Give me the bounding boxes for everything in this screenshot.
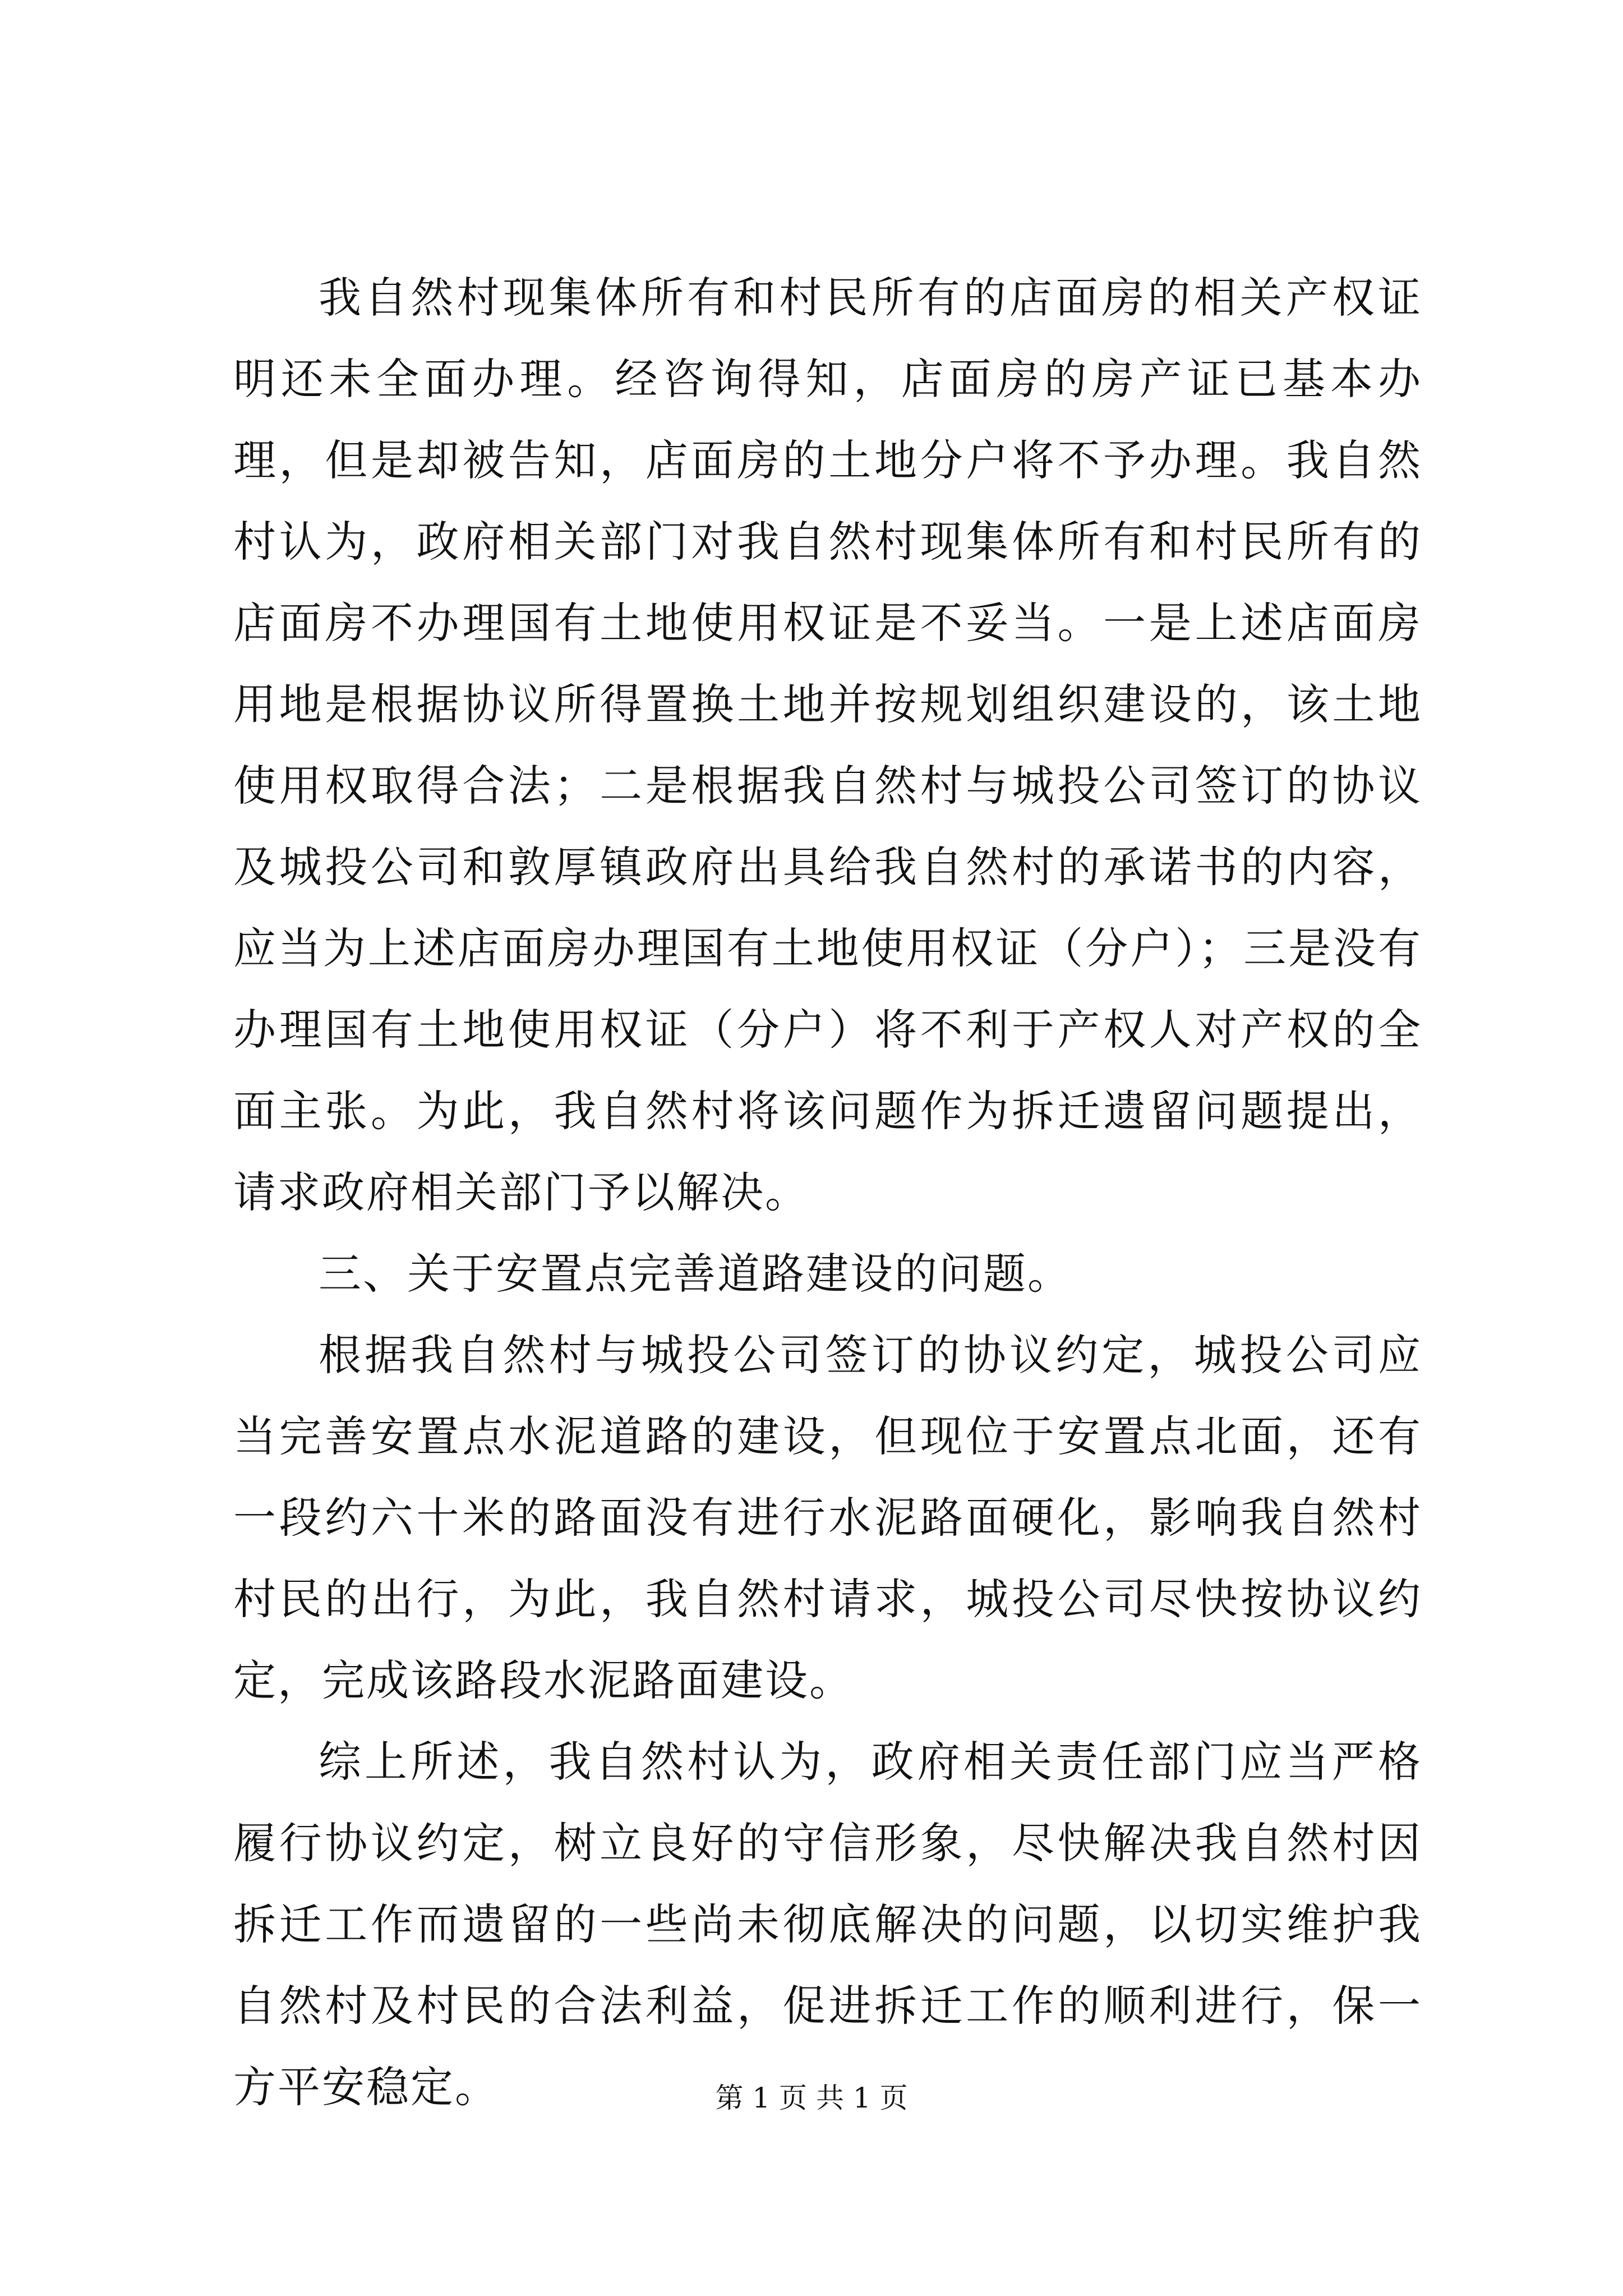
paragraph-property-rights: 我自然村现集体所有和村民所有的店面房的相关产权证明还未全面办理。经咨询得知，店面房的房产证已基本办理，但是却被告知，店面房的土地分户将不予办理。我自然村认为，政府相关部门对我自然村现集体所有和村民所有的店面房不办理国有土地使用权证是不妥当。一是上述店面房用地是根据协议所得置换土地并按规划组织建设的，该土地使用权取得合法；二是根据我自然村与城投公司签订的协议及城投公司和敦厚镇政府出具给我自然村的承诺书的内容，应当为上述店面房办理国有土地使用权证（分户）；三是没有办理国有土地使用权证（分户）将不利于产权人对产权的全面主张。为此，我自然村将该问题作为拆迁遗留问题提出，请求政府相关部门予以解决。 bbox=[233, 273, 1422, 1217]
document-body bbox=[233, 257, 1422, 2128]
paragraph-road-construction: 根据我自然村与城投公司签订的协议约定，城投公司应当完善安置点水泥道路的建设，但现位于安置点北面，还有一段约六十米的路面没有进行水泥路面硬化，影响我自然村村民的出行，为此，我自然村请求，城投公司尽快按协议约定，完成该路段水泥路面建设。 bbox=[233, 1330, 1422, 1705]
page-footer: 第 1 页 共 1 页 bbox=[715, 2082, 908, 2114]
section-heading-road-construction: 三、关于安置点完善道路建设的问题。 bbox=[319, 1249, 1072, 1299]
paragraph-conclusion: 综上所述，我自然村认为，政府相关责任部门应当严格履行协议约定，树立良好的守信形象，尽快解决我自然村因拆迁工作而遗留的一些尚未彻底解决的问题，以切实维护我自然村及村民的合法利益，促进拆迁工作的顺利进行，保一方平安稳定。 bbox=[233, 1737, 1422, 2112]
